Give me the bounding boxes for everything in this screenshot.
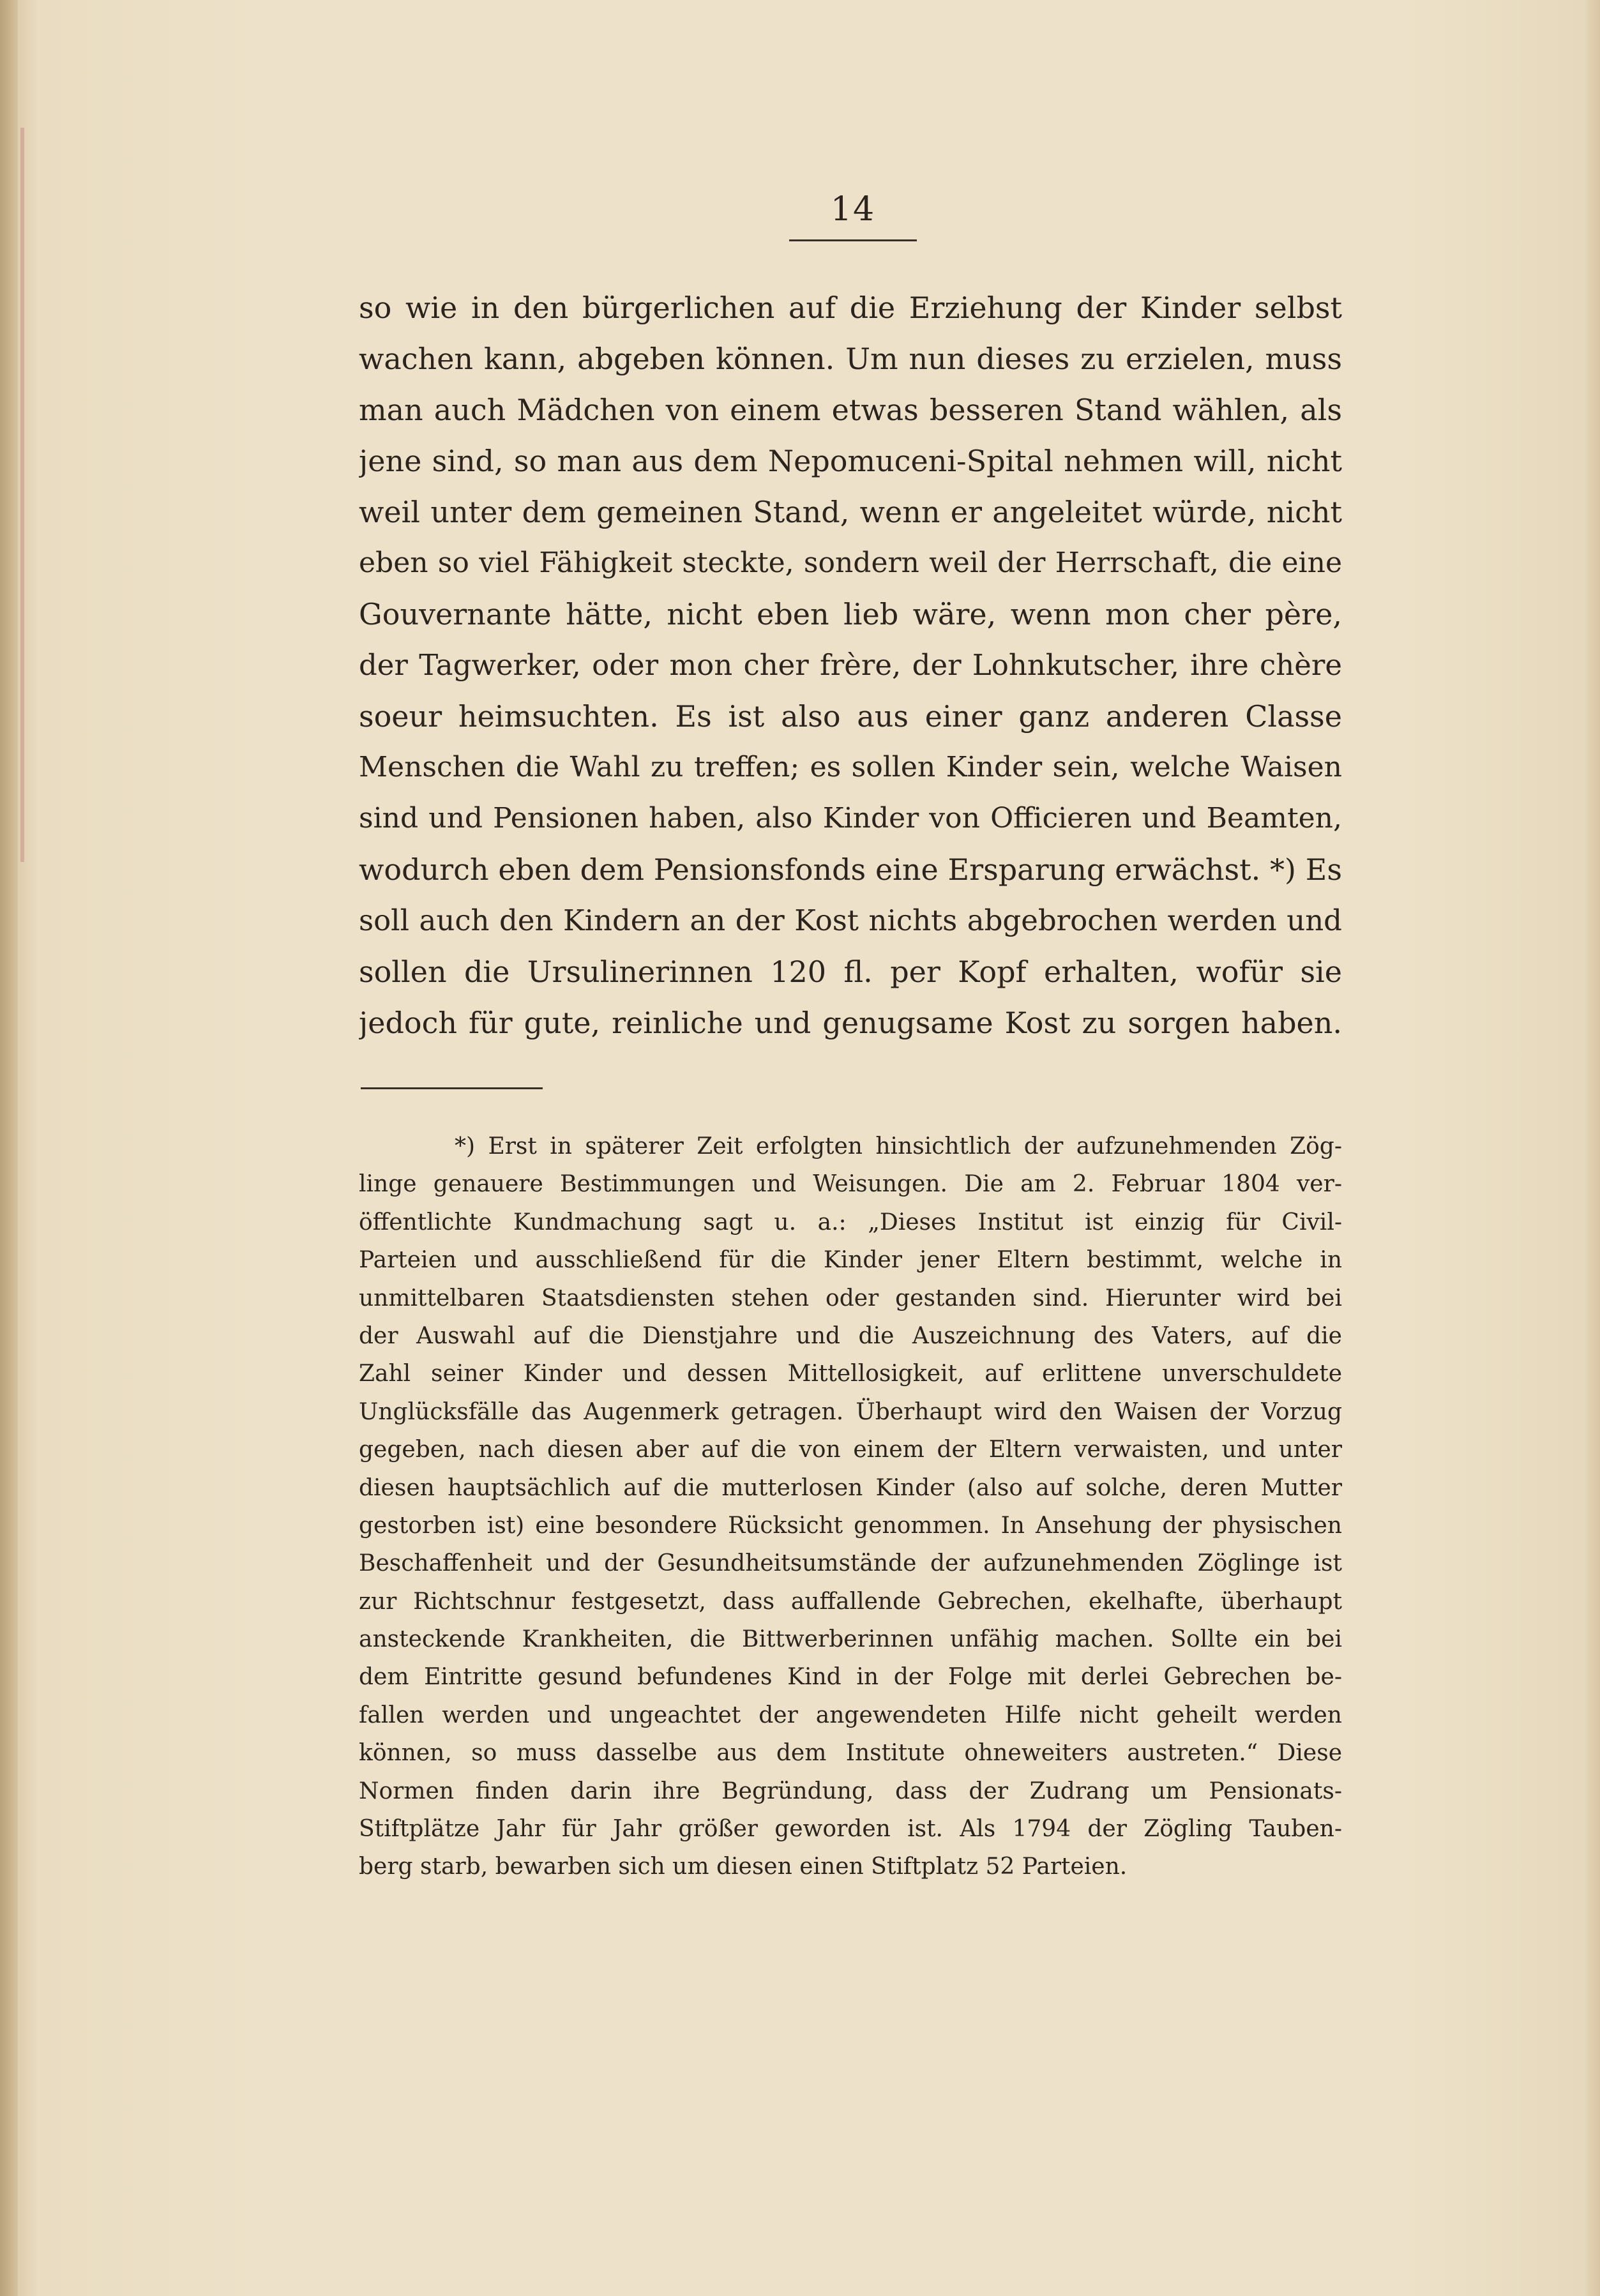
text-line: weil unter dem gemeinen Stand, wenn er angeleitet würde, nicht [359,495,1342,529]
footnote-line: linge genauere Bestimmungen und Weisungen. Die am 2. Februar 1804 ver- [359,1171,1342,1198]
text-line: Gouvernante hätte, nicht eben lieb wäre, wenn mon cher père, [359,597,1342,631]
footnote-line: unmittelbaren Staatsdiensten stehen oder gestanden sind. Hierunter wird bei [359,1285,1342,1311]
footnote-line: *) Erst in späterer Zeit erfolgten hinsichtlich der aufzunehmenden Zög- [455,1133,1342,1159]
text-line: sind und Pensionen haben, also Kinder von Officieren und Beamten, [359,802,1342,835]
footnote-line: dem Eintritte gesund befundenes Kind in der Folge mit derlei Gebrechen be- [359,1664,1342,1691]
binding-stain [20,128,24,862]
text-line: Menschen die Wahl zu treffen; es sollen Kinder sein, welche Waisen [359,751,1342,783]
footnote-line: Parteien und ausschließend für die Kinder jener Eltern bestimmt, welche in [359,1247,1342,1274]
text-line: jene sind, so man aus dem Nepomuceni-Spital nehmen will, nicht [359,444,1342,478]
page-number: 14 [830,190,876,229]
text-line: sollen die Ursulinerinnen 120 fl. per Kopf erhalten, wofür sie [359,955,1342,989]
text-line: wodurch eben dem Pensionsfonds eine Ersparung erwächst. *) Es [359,852,1342,887]
footnote [359,1128,1342,1886]
footnote-line: Zahl seiner Kinder und dessen Mittellosigkeit, auf erlittene unverschuldete [359,1361,1342,1387]
main-text [359,282,1342,1048]
footnote-line: diesen hauptsächlich auf die mutterlosen Kinder (also auf solche, deren Mutter [359,1474,1342,1501]
footnote-line: gegeben, nach diesen aber auf die von einem der Eltern verwaisten, und unter [359,1437,1342,1463]
footnote-line: Unglücksfälle das Augenmerk getragen. Überhaupt wird den Waisen der Vorzug [359,1398,1342,1425]
footnote-line: öffentlichte Kundmachung sagt u. a.: „Dieses Institut ist einzig für Civil- [359,1209,1342,1235]
text-line: man auch Mädchen von einem etwas besseren Stand wählen, als [359,393,1342,427]
text-line: jedoch für gute, reinliche und genugsame Kost zu sorgen haben. [359,1006,1342,1040]
text-line: so wie in den bürgerlichen auf die Erziehung der Kinder selbst [359,291,1342,325]
text-line: wachen kann, abgeben können. Um nun dieses zu erzielen, muss [359,342,1342,376]
footnote-line: berg starb, bewarben sich um diesen einen Stiftplatz 52 Parteien. [359,1854,1128,1880]
page-number-rule [789,239,917,241]
text-line: soeur heimsuchten. Es ist also aus einer ganz anderen Classe [359,699,1342,734]
footnote-separator [361,1087,543,1089]
footnote-line: gestorben ist) eine besondere Rücksicht genommen. In Ansehung der physischen [359,1512,1342,1539]
footnote-line: zur Richtschnur festgesetzt, dass auffallende Gebrechen, ekelhafte, überhaupt [359,1588,1342,1615]
footnote-line: Stiftplätze Jahr für Jahr größer geworden ist. Als 1794 der Zögling Tauben- [359,1816,1342,1843]
footnote-line: der Auswahl auf die Dienstjahre und die Auszeichnung des Vaters, auf die [359,1322,1342,1349]
page-binding-edge [0,0,18,2296]
text-line: soll auch den Kindern an der Kost nichts abgebrochen werden und [359,903,1342,937]
footnote-line: können, so muss dasselbe aus dem Institute ohneweiters austreten.“ Diese [359,1740,1342,1767]
footnote-line: Beschaffenheit und der Gesundheitsumstände der aufzunehmenden Zöglinge ist [359,1550,1342,1577]
footnote-line: Normen finden darin ihre Begründung, dass der Zudrang um Pensionats- [359,1778,1342,1804]
footnote-line: fallen werden und ungeachtet der angewendeten Hilfe nicht geheilt werden [359,1702,1342,1728]
text-line: eben so viel Fähigkeit steckte, sondern weil der Herrschaft, die eine [359,547,1342,579]
text-line: der Tagwerker, oder mon cher frère, der Lohnkutscher, ihre chère [359,648,1342,682]
footnote-line: ansteckende Krankheiten, die Bittwerberinnen unfähig machen. Sollte ein bei [359,1626,1342,1653]
